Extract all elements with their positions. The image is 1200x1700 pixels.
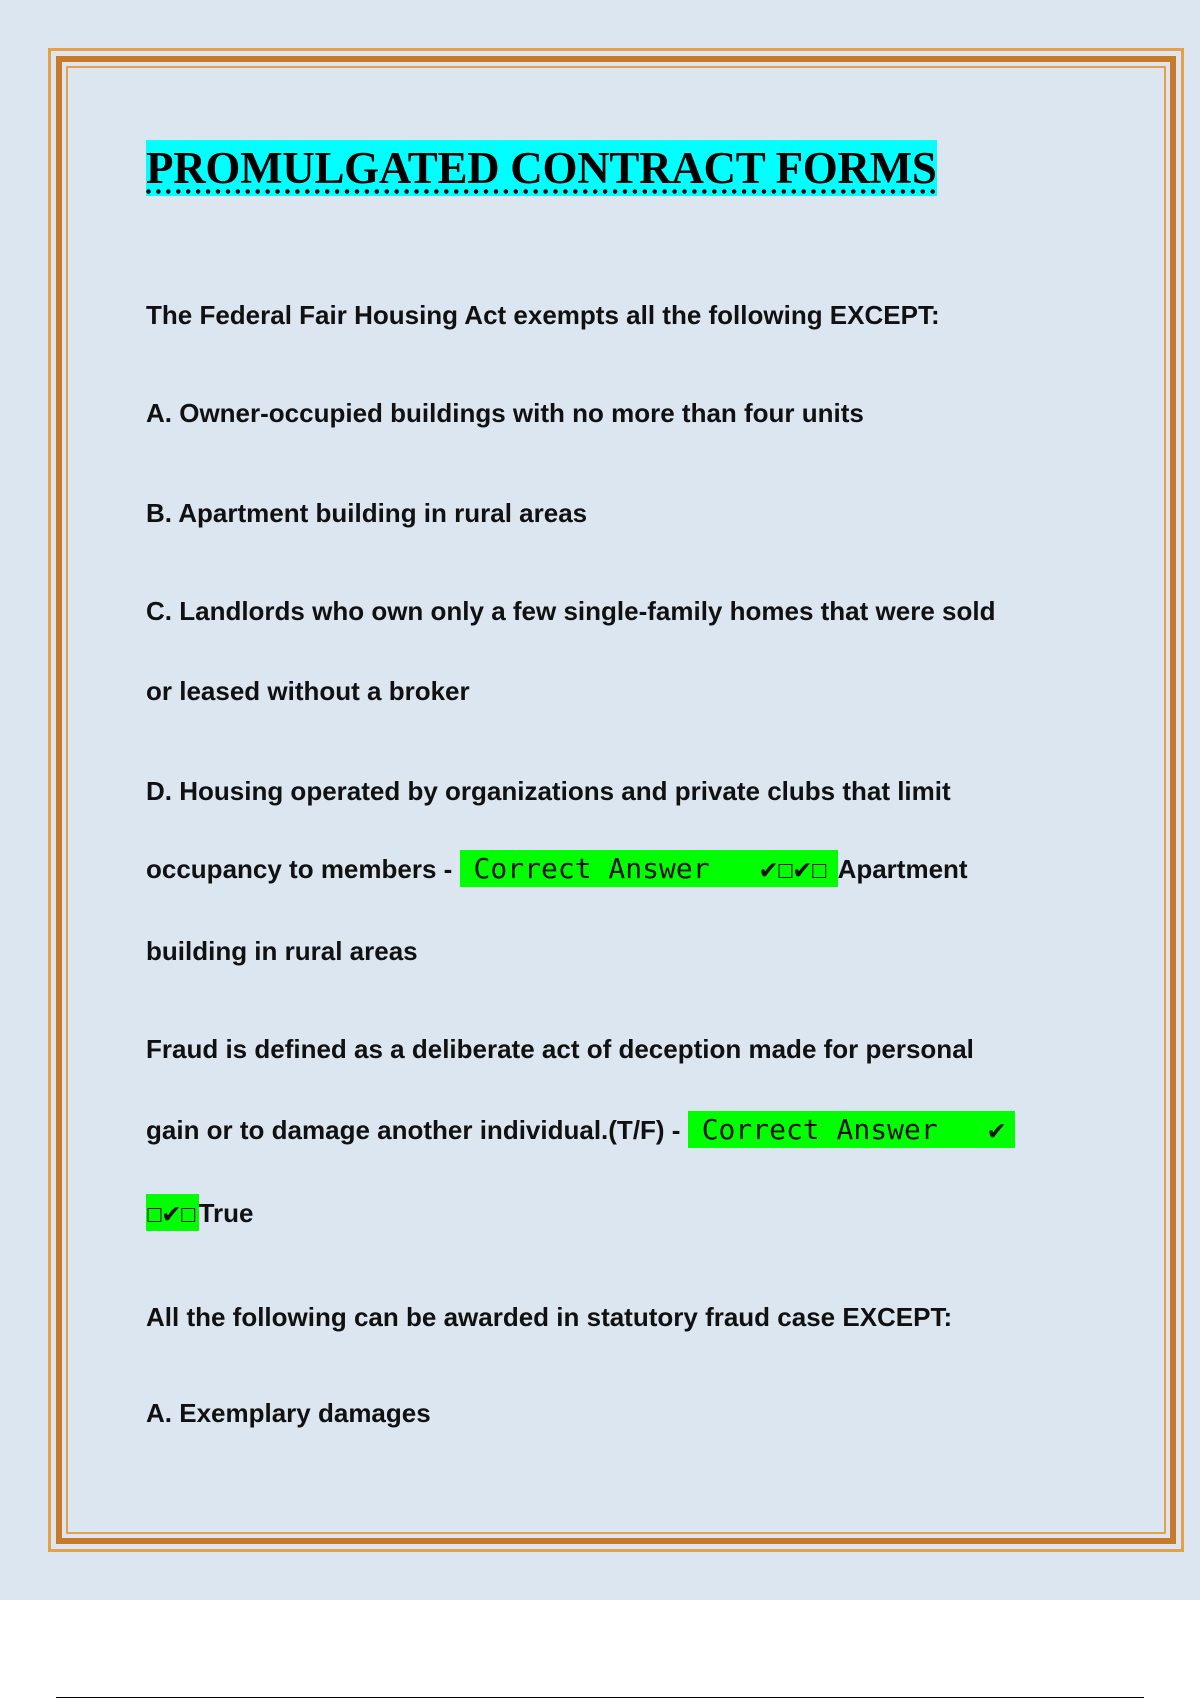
q1-option-a: A. Owner-occupied buildings with no more than four units <box>146 398 864 428</box>
q2-answer-line <box>146 1113 1015 1146</box>
q2-answer-text: True <box>198 1198 254 1228</box>
footer-divider <box>56 1697 1144 1698</box>
q1-answer-text-part2: building in rural areas <box>146 936 418 966</box>
document-title: PROMULGATED CONTRACT FORMS <box>146 140 937 196</box>
document-content <box>146 140 1086 1428</box>
q2-correct-answer-label: Correct Answer ✔ <box>688 1111 1015 1148</box>
q2-correct-answer-label-cont: ☐✔☐ <box>146 1196 197 1229</box>
q1-option-b: B. Apartment building in rural areas <box>146 498 588 528</box>
q1-question: The Federal Fair Housing Act exempts all the following EXCEPT: <box>146 300 940 330</box>
q1-option-c-line1: C. Landlords who own only a few single-family homes that were sold <box>146 596 996 626</box>
q2-question-line1: Fraud is defined as a deliberate act of deception made for personal <box>146 1034 974 1064</box>
q1-correct-answer-label: Correct Answer ✔☐✔☐ <box>460 850 838 887</box>
q1-option-c-line2: or leased without a broker <box>146 676 470 706</box>
q2-question-line2: gain or to damage another individual.(T/F) - <box>146 1115 688 1145</box>
q3-option-a: A. Exemplary damages <box>146 1398 431 1428</box>
q1-answer-line <box>146 852 968 885</box>
q3-question: All the following can be awarded in statutory fraud case EXCEPT: <box>146 1302 953 1332</box>
q1-option-d-line2: occupancy to members - <box>146 854 460 884</box>
q1-option-d-line1: D. Housing operated by organizations and private clubs that limit <box>146 776 951 806</box>
q1-answer-text-part1: Apartment <box>837 854 968 884</box>
q2-answer-line2 <box>146 1196 254 1229</box>
